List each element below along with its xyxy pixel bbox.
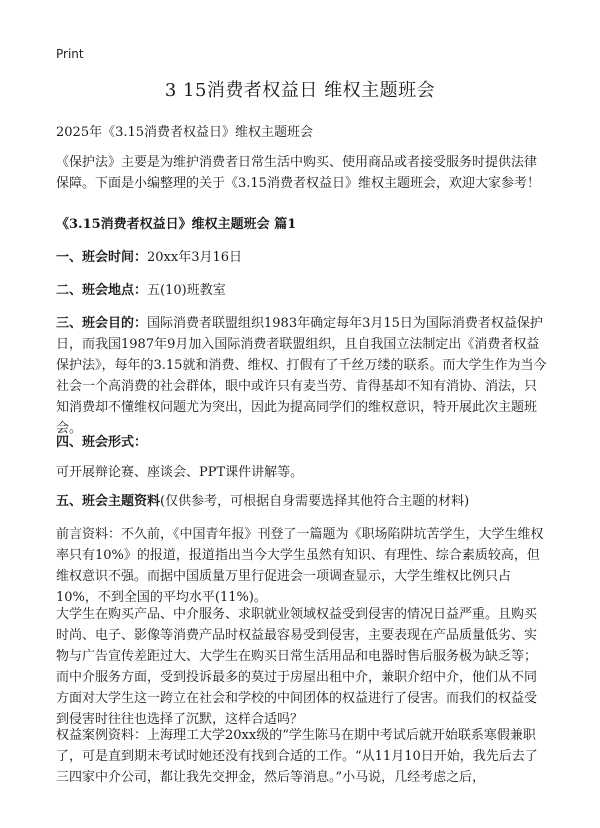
meeting-form-value: 可开展辩论赛、座谈会、PPT课件讲解等。 bbox=[56, 465, 304, 480]
material-note: (仅供参考，可根据自身需要选择其他符合主题的材料) bbox=[160, 494, 470, 509]
meeting-place-value: 五(10)班教室 bbox=[147, 283, 226, 298]
material-heading bbox=[56, 491, 548, 512]
meeting-time-label: 一、班会时间： bbox=[56, 250, 148, 265]
rights-paragraph: 大学生在购买产品、中介服务、求职就业领域权益受到侵害的情况日益严重。且购买时尚、电子、影像等消费产品时权益最容易受到侵害，主要表现在产品质量低劣、实物与广告宣传差距过大、大学生在购买日常生活用品和电器时售后服务极为缺乏等；而中介服务方面，受到投诉最多的莫过于房屋出租中介，兼职介绍中介，他们从不同方面对大学生这一跨立在社会和学校的中间团体的权益进行了侵害。而我们的权益受到侵害时往往也选择了沉默，这样合适吗？ bbox=[56, 607, 538, 727]
section-heading: 《3.15消费者权益日》维权主题班会 篇1 bbox=[56, 217, 297, 232]
document-subtitle: 2025年《3.15消费者权益日》维权主题班会 bbox=[56, 125, 314, 140]
case-paragraph: 权益案例资料：上海理工大学20xx级的“学生陈马在期中考试后就开始联系寒假兼职了，可是直到期末考试时她还没有找到合适的工作。“从11月10日开始，我先后去了三四家中介公司，都让我先交押金，然后等消息。”小马说，几经考虑之后， bbox=[56, 728, 538, 785]
print-link[interactable]: Print bbox=[56, 47, 84, 61]
meeting-form-label: 四、班会形式： bbox=[56, 435, 148, 450]
preface-paragraph: 前言资料：不久前，《中国青年报》刊登了一篇题为《职场陷阱坑苦学生，大学生维权率只有10%》的报道，报道指出当今大学生虽然有知识、有理性、综合素质较高，但维权意识不强。而据中国质量万里行促进会一项调查显示，大学生维权比例只占10%，不到全国的平均水平(11%)。 bbox=[56, 527, 544, 605]
meeting-purpose-label: 三、班会目的： bbox=[56, 316, 148, 331]
material-label: 五、班会主题资料 bbox=[56, 494, 161, 509]
meeting-time-value: 20xx年3月16日 bbox=[147, 250, 243, 265]
document-title: 3 15消费者权益日 维权主题班会 bbox=[164, 80, 436, 101]
meeting-time bbox=[56, 247, 548, 268]
meeting-purpose-value: 国际消费者联盟组织1983年确定每年3月15日为国际消费者权益保护日，而我国1987年9月加入国际消费者联盟组织，且自我国立法制定出《消费者权益保护法》，每年的3.15就和消费、维权、打假有了千丝万缕的联系。而大学生作为当今社会一个高消费的社会群体，眼中或许只有麦当劳、肯得基却不知有消协、消法，只知消费却不懂维权问题尤为突出，因此为提高同学们的维权意识，特开展此次主题班会。 bbox=[56, 316, 547, 436]
meeting-place bbox=[56, 280, 548, 301]
meeting-place-label: 二、班会地点： bbox=[56, 283, 148, 298]
meeting-purpose bbox=[56, 313, 548, 439]
intro-paragraph: 《保护法》主要是为维护消费者日常生活中购买、使用商品或者接受服务时提供法律保障。下面是小编整理的关于《3.15消费者权益日》维权主题班会，欢迎大家参考！ bbox=[56, 155, 540, 191]
